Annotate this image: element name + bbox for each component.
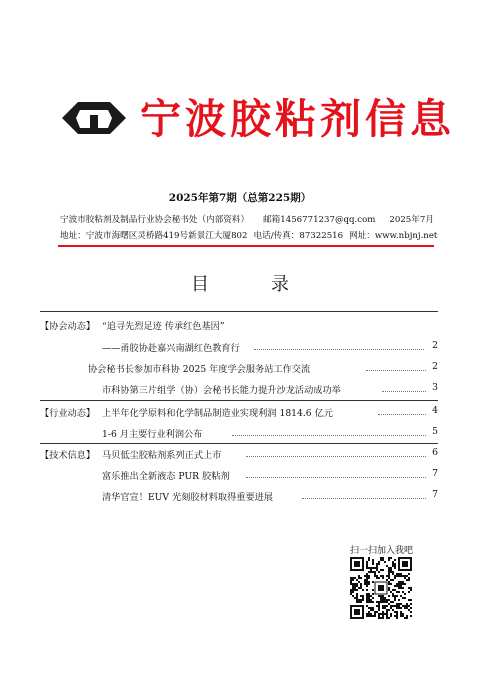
toc-entry[interactable]	[40, 340, 438, 354]
toc-entry-title: 协会秘书长参加市科协 2025 年度学会服务站工作交流	[88, 364, 311, 375]
toc-category: 【行业动态】	[40, 408, 96, 419]
toc-page-number: 4	[432, 405, 438, 416]
address: 地址：宁波市海曙区灵桥路419号新景江大厦802	[60, 231, 248, 241]
toc-leader	[378, 414, 426, 415]
toc-category: 【协会动态】	[40, 321, 96, 332]
toc-entry[interactable]	[40, 405, 438, 419]
issue-number: 2025年第7期（总第225期）	[168, 192, 312, 204]
qr-caption: 扫一扫加入我吧	[350, 546, 414, 556]
toc-leader	[254, 349, 424, 350]
toc-page-number: 7	[432, 489, 438, 500]
toc-page-number: 2	[432, 361, 438, 372]
toc-entry-title: 清华官宣！EUV 光刻胶材料取得重要进展	[102, 492, 274, 503]
publisher-email: 邮箱1456771237@qq.com	[263, 215, 376, 225]
section-divider	[40, 400, 438, 401]
toc-page-number: 5	[432, 426, 438, 437]
publisher-org: 宁波市胶粘剂及制品行业协会秘书处（内部资料）	[60, 215, 250, 225]
toc-entry[interactable]	[40, 468, 438, 482]
toc-leader	[246, 477, 426, 478]
newsletter-title: 宁波胶粘剂信息	[140, 95, 455, 143]
publish-date: 2025年7月	[389, 215, 434, 225]
toc-entry-title: 马贝低尘胶粘剂系列正式上市	[102, 450, 222, 461]
toc-page-number: 7	[432, 468, 438, 479]
toc-category: 【技术信息】	[40, 450, 96, 461]
toc-page-number: 6	[432, 447, 438, 458]
toc-leader	[246, 456, 426, 457]
toc-leader	[302, 498, 426, 499]
toc-leader	[366, 370, 426, 371]
toc-entry-title: 市科协第三片组学（协）会秘书长能力提升沙龙活动成功举	[102, 385, 341, 396]
toc-entry-title: ——甬胶协赴嘉兴南湖红色教育行	[102, 343, 240, 354]
publisher-line	[60, 213, 434, 225]
address-line	[60, 229, 437, 241]
section-divider	[40, 311, 438, 312]
toc-page-number: 2	[432, 340, 438, 351]
toc-entry[interactable]	[40, 318, 438, 332]
toc-entry[interactable]	[40, 447, 438, 461]
toc-heading: 目 录	[191, 274, 311, 295]
toc-page-number: 3	[432, 382, 438, 393]
toc-entry-title: 富乐推出全新液态 PUR 胶粘剂	[102, 471, 230, 482]
toc-entry[interactable]	[40, 361, 438, 375]
toc-entry[interactable]	[40, 426, 438, 440]
phone: 电话/传真：87322516	[253, 231, 344, 241]
toc-entry-title: 1-6 月主要行业利润公布	[102, 429, 203, 440]
website: 网址：www.nbjnj.net	[349, 231, 438, 241]
toc-entry[interactable]	[40, 489, 438, 503]
toc-entry[interactable]	[40, 382, 438, 396]
toc-leader	[232, 435, 426, 436]
toc-entry-title: 上半年化学原料和化学制品制造业实现利润 1814.6 亿元	[102, 408, 333, 419]
header-divider	[58, 245, 434, 247]
association-logo-icon	[62, 98, 126, 138]
qr-code-icon[interactable]	[350, 557, 412, 619]
toc-entry-title: “追寻先烈足迹 传承红色基因”	[102, 321, 225, 332]
toc-leader	[382, 391, 426, 392]
section-divider	[40, 443, 438, 444]
